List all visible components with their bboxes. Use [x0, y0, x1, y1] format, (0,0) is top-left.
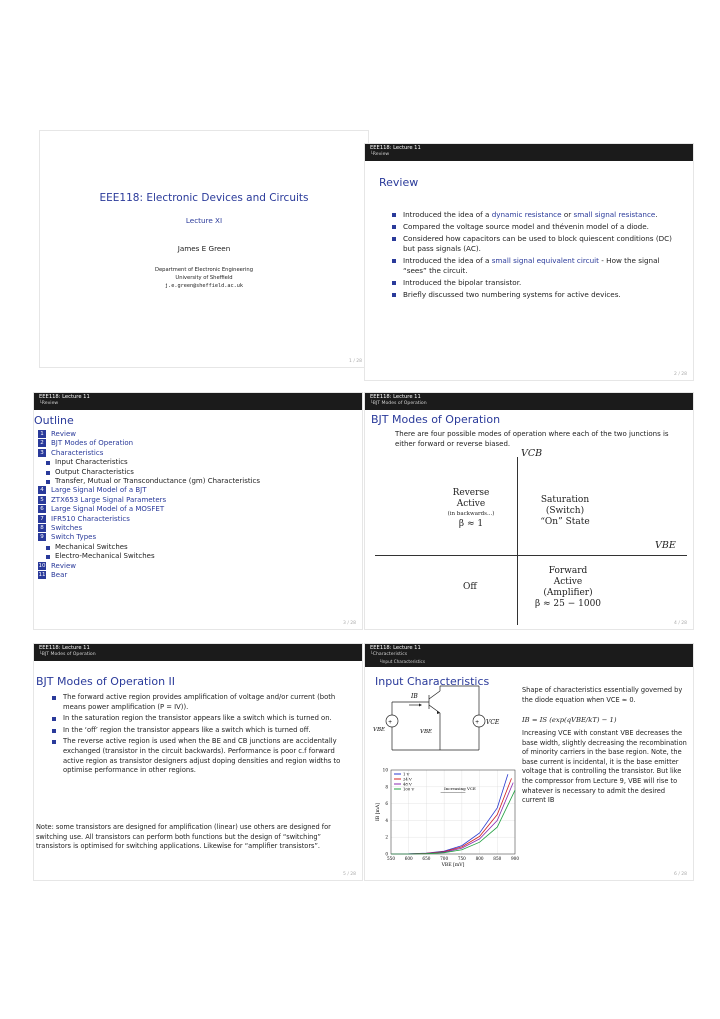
bullet: In the ‘off’ region the transistor appears like a switch which is turned off.	[51, 726, 351, 736]
slide-header	[365, 644, 693, 667]
modes2-bullets	[51, 693, 351, 778]
page-number: 4 / 28	[674, 621, 687, 626]
x-tick-label: 800	[475, 856, 484, 861]
series-line	[391, 790, 515, 854]
lecture-number: Lecture XI	[185, 216, 223, 225]
legend-label: 1 V	[403, 771, 410, 777]
review-bullets	[391, 210, 681, 302]
x-tick-label: 550	[387, 856, 395, 861]
quadrant-axes	[365, 393, 693, 629]
page-number: 2 / 28	[674, 372, 687, 377]
quadrant-forward-active: Forward Active (Amplifier) β ≈ 25 − 1000	[534, 566, 602, 609]
outline-item[interactable]: 9 Switch Types	[38, 533, 260, 542]
slide-header	[34, 393, 362, 410]
y-tick-label: 10	[382, 767, 388, 773]
svg-text:+: +	[475, 719, 480, 726]
department: Department of Electronic Engineering	[154, 267, 254, 273]
outline-item[interactable]: 1 Review	[38, 430, 260, 439]
label-vce: VCE	[486, 719, 500, 726]
x-tick-label: 700	[440, 856, 449, 861]
outline-item[interactable]: 5 ZTX653 Large Signal Parameters	[38, 496, 260, 505]
bullet: The forward active region provides amplification of voltage and/or current (both means power amplification (P = IV)).	[51, 693, 351, 712]
bullet: The reverse active region is used when the BE and CB junctions are accidentally exchanged (transistor in the circuit backwards). Performance is poor c.f forward active region as transistor designers adjust doping densities and region widths to optimise performance in other regions.	[51, 737, 351, 775]
input-text-2: Increasing VCE with constant VBE decreases the base width, slightly decreasing the recombination of minority carriers in the base region. Note, the base current is incidental, it is the base emitter voltage that is controlling the transistor. But like the compressor from Lecture 9, VBE will rise to whatever is necessary to admit the desired current IB	[522, 729, 687, 805]
modes-intro: There are four possible modes of operation where each of the two junctions is either forward or reverse biased.	[395, 430, 669, 448]
y-tick-label: 8	[385, 784, 388, 790]
page-number: 1 / 28	[349, 359, 362, 364]
slide-title	[40, 131, 368, 367]
page-number: 3 / 28	[343, 621, 356, 626]
outline-subitem[interactable]: Electro-Mechanical Switches	[38, 552, 260, 561]
header-section: └BJT Modes of Operation	[39, 652, 96, 657]
bullet: Introduced the idea of a dynamic resistance or small signal resistance.	[391, 210, 681, 220]
header-lecture: EEE118: Lecture 11	[39, 394, 90, 400]
vertical-axis	[517, 457, 518, 625]
outline-subitem[interactable]: Transfer, Mutual or Transconductance (gm) Characteristics	[38, 477, 260, 486]
x-tick-label: 850	[493, 856, 502, 861]
annotation-label: Increasing VCE	[444, 786, 476, 792]
quadrant-reverse-active: Reverse Active (in backwards...) β ≈ 1	[447, 488, 495, 529]
slide-review	[365, 144, 693, 380]
slide-heading: Input Characteristics	[375, 675, 490, 688]
header-subsection: └Input Characteristics	[379, 659, 426, 664]
input-text-1: Shape of characteristics essentially governed by the diode equation when VCE ≈ 0.	[522, 686, 683, 704]
page-number: 6 / 28	[674, 872, 687, 877]
header-lecture: EEE118: Lecture 11	[370, 645, 421, 651]
slide-header	[34, 644, 362, 661]
author: James E Green	[177, 244, 231, 253]
x-tick-label: 750	[457, 856, 466, 861]
outline-item[interactable]: 2 BJT Modes of Operation	[38, 439, 260, 448]
label-ib: IB	[411, 693, 418, 700]
input-characteristics-chart	[365, 764, 525, 874]
outline-item[interactable]: 11 Bear	[38, 571, 68, 580]
slide-modes-2	[34, 644, 362, 880]
outline-item[interactable]: 3 Characteristics	[38, 449, 260, 458]
slide-modes	[365, 393, 693, 629]
header-section: └Characteristics	[370, 652, 408, 657]
y-axis-label: IB [mA]	[376, 803, 381, 821]
slide-heading: Review	[379, 176, 419, 189]
course-title: EEE118: Electronic Devices and Circuits	[99, 192, 309, 204]
outline-subitem[interactable]: Mechanical Switches	[38, 543, 260, 552]
axis-label-vbe: VBE	[655, 540, 676, 551]
y-tick-label: 2	[385, 834, 388, 840]
x-tick-label: 900	[511, 856, 519, 861]
outline-subitem[interactable]: Input Characteristics	[38, 458, 260, 467]
bullet: Compared the voltage source model and thévenin model of a diode.	[391, 222, 681, 232]
bullet: Introduced the idea of a small signal equivalent circuit - How the signal “sees” the circuit.	[391, 256, 681, 276]
legend-label: 100 V	[403, 786, 415, 792]
x-tick-label: 650	[422, 856, 431, 861]
slide-heading: BJT Modes of Operation II	[36, 675, 176, 688]
horizontal-axis	[375, 555, 687, 556]
y-tick-label: 6	[385, 801, 388, 807]
y-tick-label: 0	[385, 851, 388, 857]
legend-label: 48 V	[403, 781, 412, 787]
outline-list	[38, 430, 260, 581]
label-vbe: VBE	[420, 729, 433, 735]
email: j.e.green@sheffield.ac.uk	[164, 283, 244, 289]
bullet: Briefly discussed two numbering systems for active devices.	[391, 290, 681, 300]
slide-input-characteristics	[365, 644, 693, 880]
bullet: In the saturation region the transistor appears like a switch which is turned on.	[51, 714, 351, 724]
header-lecture: EEE118: Lecture 11	[370, 145, 421, 151]
legend-label: 24 V	[403, 776, 412, 782]
slide-outline	[34, 393, 362, 629]
header-lecture: EEE118: Lecture 11	[370, 394, 421, 400]
header-section: └Review	[39, 401, 59, 406]
slide-heading: BJT Modes of Operation	[371, 413, 501, 426]
transistor-circuit	[373, 682, 503, 768]
header-lecture: EEE118: Lecture 11	[39, 645, 90, 651]
slide-header	[365, 144, 693, 161]
outline-item[interactable]: 10 Review	[38, 561, 76, 570]
university: University of Sheffield	[175, 275, 233, 281]
series-line	[391, 783, 513, 854]
outline-item[interactable]: 8 Switches	[38, 524, 260, 533]
modes2-note: Note: some transistors are designed for amplification (linear) use others are designed for switching use. All transistors can perform both functions but the design of “switching” transistors is optimised for switching applications. Likewise for “amplifier transistors”.	[36, 823, 331, 851]
quadrant-saturation: Saturation (Switch) “On” State	[540, 495, 590, 527]
outline-item[interactable]: 4 Large Signal Model of a BJT	[38, 486, 260, 495]
page-number: 5 / 28	[343, 872, 356, 877]
outline-item[interactable]: 6 Large Signal Model of a MOSFET	[38, 505, 260, 514]
slide-heading: Outline	[34, 414, 74, 427]
bullet: Considered how capacitors can be used to block quiescent conditions (DC) but pass signals (AC).	[391, 234, 681, 254]
header-section: └BJT Modes of Operation	[370, 401, 427, 406]
axis-label-vcb: VCB	[521, 448, 543, 459]
outline-subitem[interactable]: Output Characteristics	[38, 468, 260, 477]
y-tick-label: 4	[385, 817, 388, 823]
quadrant-off: Off	[463, 582, 477, 592]
x-tick-label: 600	[404, 856, 413, 861]
diode-equation: IB = IS (exp(qVBE/kT) − 1)	[522, 716, 617, 724]
svg-text:+: +	[388, 719, 393, 726]
label-vbe-source: VBE	[373, 727, 386, 733]
outline-item[interactable]: 7 IFR510 Characteristics	[38, 515, 260, 524]
x-axis-label: VBE [mV]	[441, 863, 465, 868]
header-section: └Review	[370, 152, 390, 157]
bullet: Introduced the bipolar transistor.	[391, 278, 681, 288]
